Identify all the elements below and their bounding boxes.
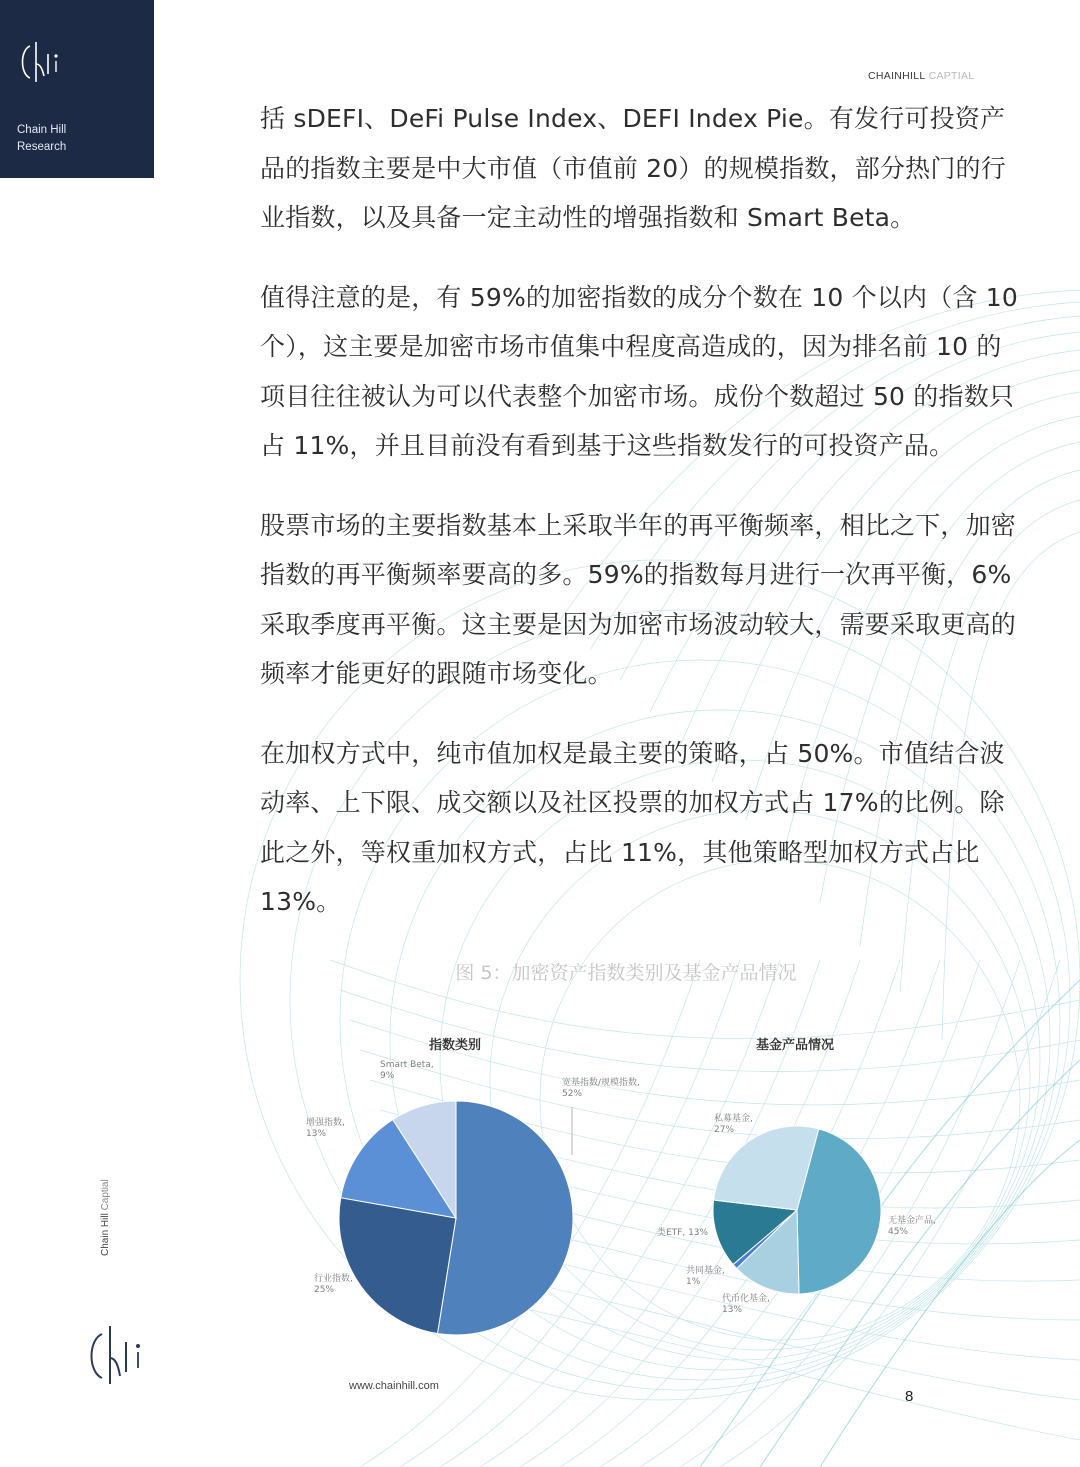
pie-slice-label: 代币化基金, 13% bbox=[722, 1294, 770, 1315]
header-brand bbox=[868, 70, 974, 82]
pie-chart-title: 指数类别 bbox=[428, 1038, 482, 1053]
chainhill-logo-icon-bottom bbox=[82, 1320, 148, 1390]
side-brand-part2: Captial bbox=[100, 1179, 111, 1211]
brand-name bbox=[17, 122, 66, 156]
page-number: 8 bbox=[905, 1388, 914, 1405]
pie-slice-label: 共同基金, 1% bbox=[686, 1266, 725, 1287]
paragraph: 股票市场的主要指数基本上采取半年的再平衡频率，相比之下，加密指数的再平衡频率要高的多。59%的指数每月进行一次再平衡，6%采取季度再平衡。这主要是因为加密市场波动较大，需要采取更高的频率才能更好的跟随市场变化。 bbox=[260, 510, 1017, 688]
brand-name-line1: Chain Hill bbox=[17, 124, 67, 136]
pie-slice bbox=[339, 1198, 456, 1334]
paragraph: 在加权方式中，纯市值加权是最主要的策略，占 50%。市值结合波动率、上下限、成交额以及社区投票的加权方式占 17%的比例。除此之外，等权重加权方式，占比 11%，其他策略型加权方式占比 13%。 bbox=[260, 738, 1005, 916]
body-text bbox=[260, 94, 1020, 957]
paragraph: 值得注意的是，有 59%的加密指数的成分个数在 10 个以内（含 10 个），这主要是加密市场市值集中程度高造成的，因为排名前 10 的项目往往被认为可以代表整个加密市场。成份个数超过 50 的指数只占 11%，并且目前没有看到基于这些指数发行的可投资产品。 bbox=[260, 282, 1018, 460]
chainhill-logo-icon bbox=[16, 36, 64, 88]
brand-box bbox=[0, 0, 154, 178]
pie-slice-label: 行业指数, 25% bbox=[314, 1274, 353, 1295]
pie-charts bbox=[290, 1025, 1010, 1355]
pie-slice bbox=[438, 1101, 573, 1335]
brand-name-line2: Research bbox=[17, 141, 67, 153]
figure-title: 图 5：加密资产指数类别及基金产品情况 bbox=[455, 962, 797, 984]
pie-slice-label: 类ETF, 13% bbox=[657, 1228, 709, 1238]
header-brand-part1: CHAINHILL bbox=[868, 70, 926, 82]
header-brand-part2: CAPTIAL bbox=[928, 70, 975, 82]
side-brand-text bbox=[100, 1179, 111, 1256]
paragraph: 括 sDEFI、DeFi Pulse Index、DEFI Index Pie。有发行可投资产品的指数主要是中大市值（市值前 20）的规模指数，部分热门的行业指数，以及具备一定主动性的增强指数和 Smart Beta。 bbox=[260, 104, 1006, 232]
pie-slice-label: Smart Beta, 9% bbox=[380, 1060, 434, 1081]
footer-url: www.chainhill.com bbox=[349, 1380, 439, 1392]
pie-slice-label: 增强指数, 13% bbox=[306, 1118, 345, 1139]
pie-slice-label: 无基金产品, 45% bbox=[888, 1216, 936, 1237]
pie-slice-label: 私募基金, 27% bbox=[714, 1114, 753, 1135]
side-brand-part1: Chain Hill bbox=[100, 1213, 111, 1256]
pie-slice-label: 宽基指数/规模指数, 52% bbox=[562, 1078, 640, 1099]
pie-chart-title: 基金产品情况 bbox=[755, 1038, 835, 1053]
